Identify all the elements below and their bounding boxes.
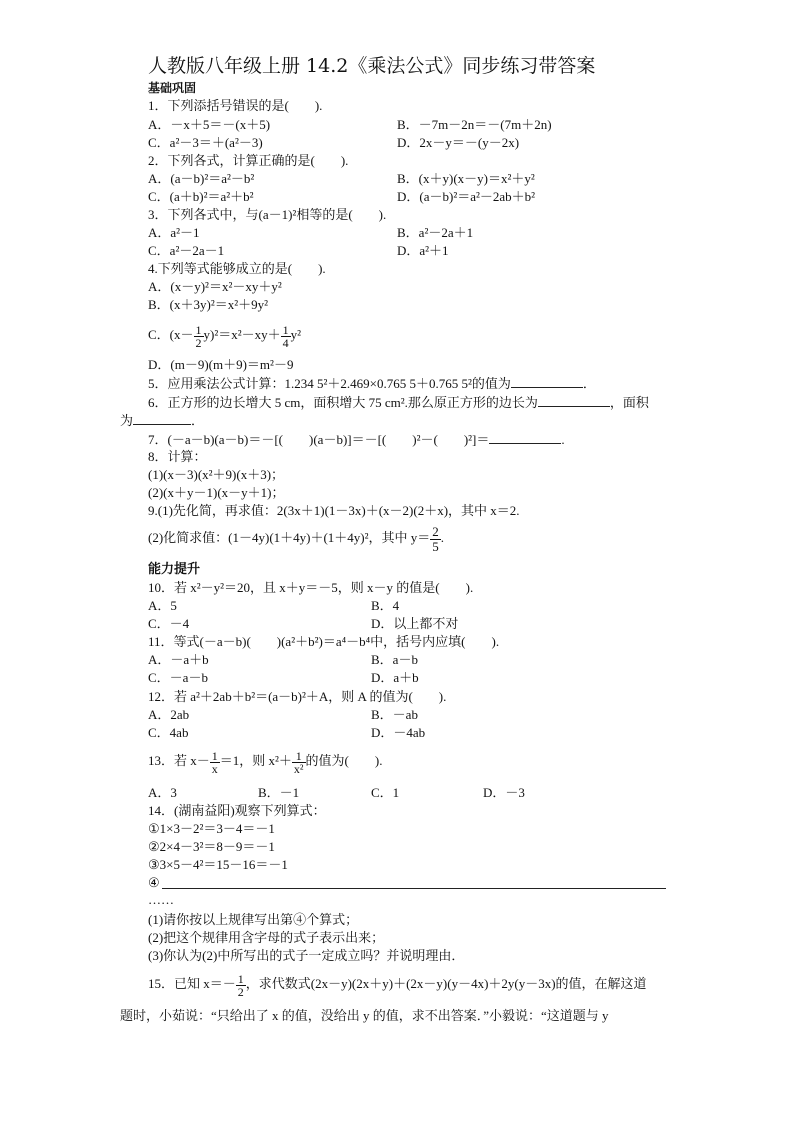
question-2: 2．下列各式，计算正确的是( ). bbox=[148, 153, 349, 168]
q13-option-b: B．－1 bbox=[258, 785, 300, 800]
q4-option-d: D．(m－9)(m＋9)＝m²－9 bbox=[148, 357, 294, 372]
q10-option-a: A．5 bbox=[148, 598, 177, 613]
q6-middle: ，面积 bbox=[609, 395, 649, 410]
q14-row-1: ①1×3－2²＝3－4＝－1 bbox=[148, 821, 275, 836]
q12-option-c: C．4ab bbox=[148, 725, 189, 740]
q3-option-a: A．a²－1 bbox=[148, 225, 200, 240]
frac-denominator: 2 bbox=[195, 335, 202, 350]
q14-ellipsis: …… bbox=[148, 892, 174, 907]
q8-part-1: (1)(x－3)(x²＋9)(x＋3)； bbox=[148, 467, 285, 482]
q11-option-c: C．－a－b bbox=[148, 670, 208, 685]
q13-option-c: C．1 bbox=[371, 785, 400, 800]
q14-part-1: (1)请你按以上规律写出第④个算式； bbox=[148, 912, 359, 927]
question-6-continued: 为 ． bbox=[120, 413, 205, 428]
q1-option-c: C．a²－3＝＋(a²－3) bbox=[148, 135, 263, 150]
q3-option-b: B．a²－2a＋1 bbox=[397, 225, 474, 240]
page-title: 人教版八年级上册 14.2《乘法公式》同步练习带答案 bbox=[148, 55, 596, 77]
fraction-two-fifths bbox=[430, 525, 441, 554]
q1-option-a: A．－x＋5＝－(x＋5) bbox=[148, 117, 271, 132]
question-8: 8．计算： bbox=[148, 449, 207, 464]
q13-suffix: 的值为( ). bbox=[305, 753, 383, 768]
frac-denominator: 2 bbox=[237, 984, 244, 999]
question-7: 7．(－a－b)(a－b)＝－[( )(a－b)]＝－[( )²－( )²]＝ . bbox=[148, 432, 565, 447]
question-4: 4.下列等式能够成立的是( ). bbox=[148, 261, 326, 276]
q15-text: ，求代数式(2x－y)(2x＋y)＋(2x－y)(y－4x)＋2y(y－3x)的值，在解这道 bbox=[245, 976, 647, 991]
frac-denominator: x² bbox=[293, 761, 304, 776]
fraction-one-quarter bbox=[281, 324, 291, 349]
question-6 bbox=[148, 394, 649, 411]
question-13 bbox=[148, 743, 382, 779]
question-12: 12．若 a²＋2ab＋b²＝(a－b)²＋A，则 A 的值为( ). bbox=[148, 689, 447, 704]
frac-denominator: 5 bbox=[432, 538, 439, 554]
question-15-line-2: 题时，小茹说：“只给出了 x 的值，没给出 y 的值，求不出答案．”小毅说：“这道题与 y bbox=[120, 1008, 609, 1023]
q2-option-a: A．(a－b)²＝a²－b² bbox=[148, 171, 255, 186]
fraction-one-over-x bbox=[210, 750, 220, 775]
q3-option-c: C．a²－2a－1 bbox=[148, 243, 225, 258]
answer-blank bbox=[538, 394, 610, 407]
answer-line bbox=[162, 888, 666, 889]
q11-option-d: D．a＋b bbox=[371, 670, 419, 685]
question-9-part-1: 9.(1)先化简，再求值：2(3x＋1)(1－3x)＋(x－2)(2＋x)，其中 x＝2. bbox=[148, 503, 520, 518]
q4-c-prefix: C．(x－ bbox=[148, 327, 194, 342]
frac-denominator: 4 bbox=[282, 335, 289, 350]
q13-middle: ＝1，则 x²＋ bbox=[219, 753, 292, 768]
q2-option-c: C．(a＋b)²＝a²＋b² bbox=[148, 189, 254, 204]
q14-row-3: ③3×5－4²＝15－16＝－1 bbox=[148, 857, 288, 872]
q2-option-d: D．(a－b)²＝a²－2ab＋b² bbox=[397, 189, 536, 204]
question-5: 5．应用乘法公式计算：1.234 5²＋2.469×0.765 5＋0.765 5²的值为 ． bbox=[148, 376, 596, 391]
fraction-one-half bbox=[194, 324, 204, 349]
q6-text: 6．正方形的边长增大 5 cm，面积增大 75 cm².那么原正方形的边长为 bbox=[148, 395, 538, 410]
question-11: 11．等式(－a－b)( )(a²＋b²)＝a⁴－b⁴中，括号内应填( ). bbox=[148, 634, 500, 649]
q15-prefix: 15．已知 x＝－ bbox=[148, 976, 236, 991]
q9-2-text: (2)化简求值：(1－4y)(1＋4y)＋(1＋4y)²，其中 y＝ bbox=[148, 530, 431, 545]
q13-option-d: D．－3 bbox=[483, 785, 525, 800]
question-3: 3．下列各式中，与(a－1)²相等的是( ). bbox=[148, 207, 387, 222]
q4-option-b: B．(x＋3y)²＝x²＋9y² bbox=[148, 297, 269, 312]
q12-option-a: A．2ab bbox=[148, 707, 190, 722]
section-heading-basic: 基础巩固 bbox=[148, 81, 197, 95]
q14-row-2: ②2×4－3²＝8－9＝－1 bbox=[148, 839, 275, 854]
q4-c-middle: y)²＝x²－xy＋ bbox=[203, 327, 281, 342]
q10-option-b: B．4 bbox=[371, 598, 400, 613]
q10-option-c: C．－4 bbox=[148, 616, 190, 631]
q14-part-3: (3)你认为(2)中所写出的式子一定成立吗？并说明理由． bbox=[148, 948, 465, 963]
q6-cont: 为 bbox=[120, 413, 134, 428]
answer-blank bbox=[133, 412, 191, 425]
q12-option-b: B．－ab bbox=[371, 707, 418, 722]
q12-option-d: D．－4ab bbox=[371, 725, 426, 740]
q11-option-b: B．a－b bbox=[371, 652, 418, 667]
q1-option-d: D．2x－y＝－(y－2x) bbox=[397, 135, 520, 150]
q4-c-suffix: y² bbox=[290, 327, 302, 342]
q11-option-a: A．－a＋b bbox=[148, 652, 209, 667]
question-15 bbox=[148, 966, 647, 1002]
question-14: 14．(湖南益阳)观察下列算式： bbox=[148, 803, 326, 818]
q8-part-2: (2)(x＋y－1)(x－y＋1)； bbox=[148, 485, 285, 500]
fraction-one-half bbox=[236, 973, 246, 998]
fraction-one-over-x-squared bbox=[292, 750, 306, 775]
frac-numerator: 1 bbox=[211, 748, 218, 763]
q7-text: 7．(－a－b)(a－b)＝－[( )(a－b)]＝－[( )²－( )²]＝ bbox=[148, 432, 490, 447]
q10-option-d: D．以上都不对 bbox=[371, 616, 459, 631]
frac-numerator: 1 bbox=[282, 322, 289, 337]
q13-prefix: 13．若 x－ bbox=[148, 753, 210, 768]
question-10: 10．若 x²－y²＝20，且 x＋y＝－5，则 x－y 的值是( ). bbox=[148, 580, 474, 595]
frac-numerator: 1 bbox=[292, 750, 306, 763]
frac-denominator: x bbox=[211, 761, 218, 776]
q4-option-a: A．(x－y)²＝x²－xy＋y² bbox=[148, 279, 282, 294]
q4-option-c bbox=[148, 318, 301, 352]
answer-blank bbox=[511, 375, 583, 388]
question-9-part-2: (2)化简求值：(1－4y)(1＋4y)＋(1＋4y)²，其中 y＝ $\frac{2}{5}$ . bbox=[148, 523, 445, 554]
section-heading-advanced: 能力提升 bbox=[148, 562, 201, 577]
q3-option-d: D．a²＋1 bbox=[397, 243, 449, 258]
frac-numerator: 1 bbox=[195, 322, 202, 337]
q2-option-b: B．(x＋y)(x－y)＝x²＋y² bbox=[397, 171, 535, 186]
q5-text: 5．应用乘法公式计算：1.234 5²＋2.469×0.765 5＋0.765 5²的值为 bbox=[148, 376, 511, 391]
q13-option-a: A．3 bbox=[148, 785, 177, 800]
q14-part-2: (2)把这个规律用含字母的式子表示出来； bbox=[148, 930, 385, 945]
question-1: 1．下列添括号错误的是( ). bbox=[148, 98, 323, 113]
frac-numerator: 2 bbox=[432, 523, 439, 539]
frac-numerator: 1 bbox=[237, 971, 244, 986]
q14-row-4: ④ bbox=[148, 875, 160, 890]
q1-option-b: B．－7m－2n＝－(7m＋2n) bbox=[397, 117, 552, 132]
answer-blank bbox=[489, 431, 561, 444]
